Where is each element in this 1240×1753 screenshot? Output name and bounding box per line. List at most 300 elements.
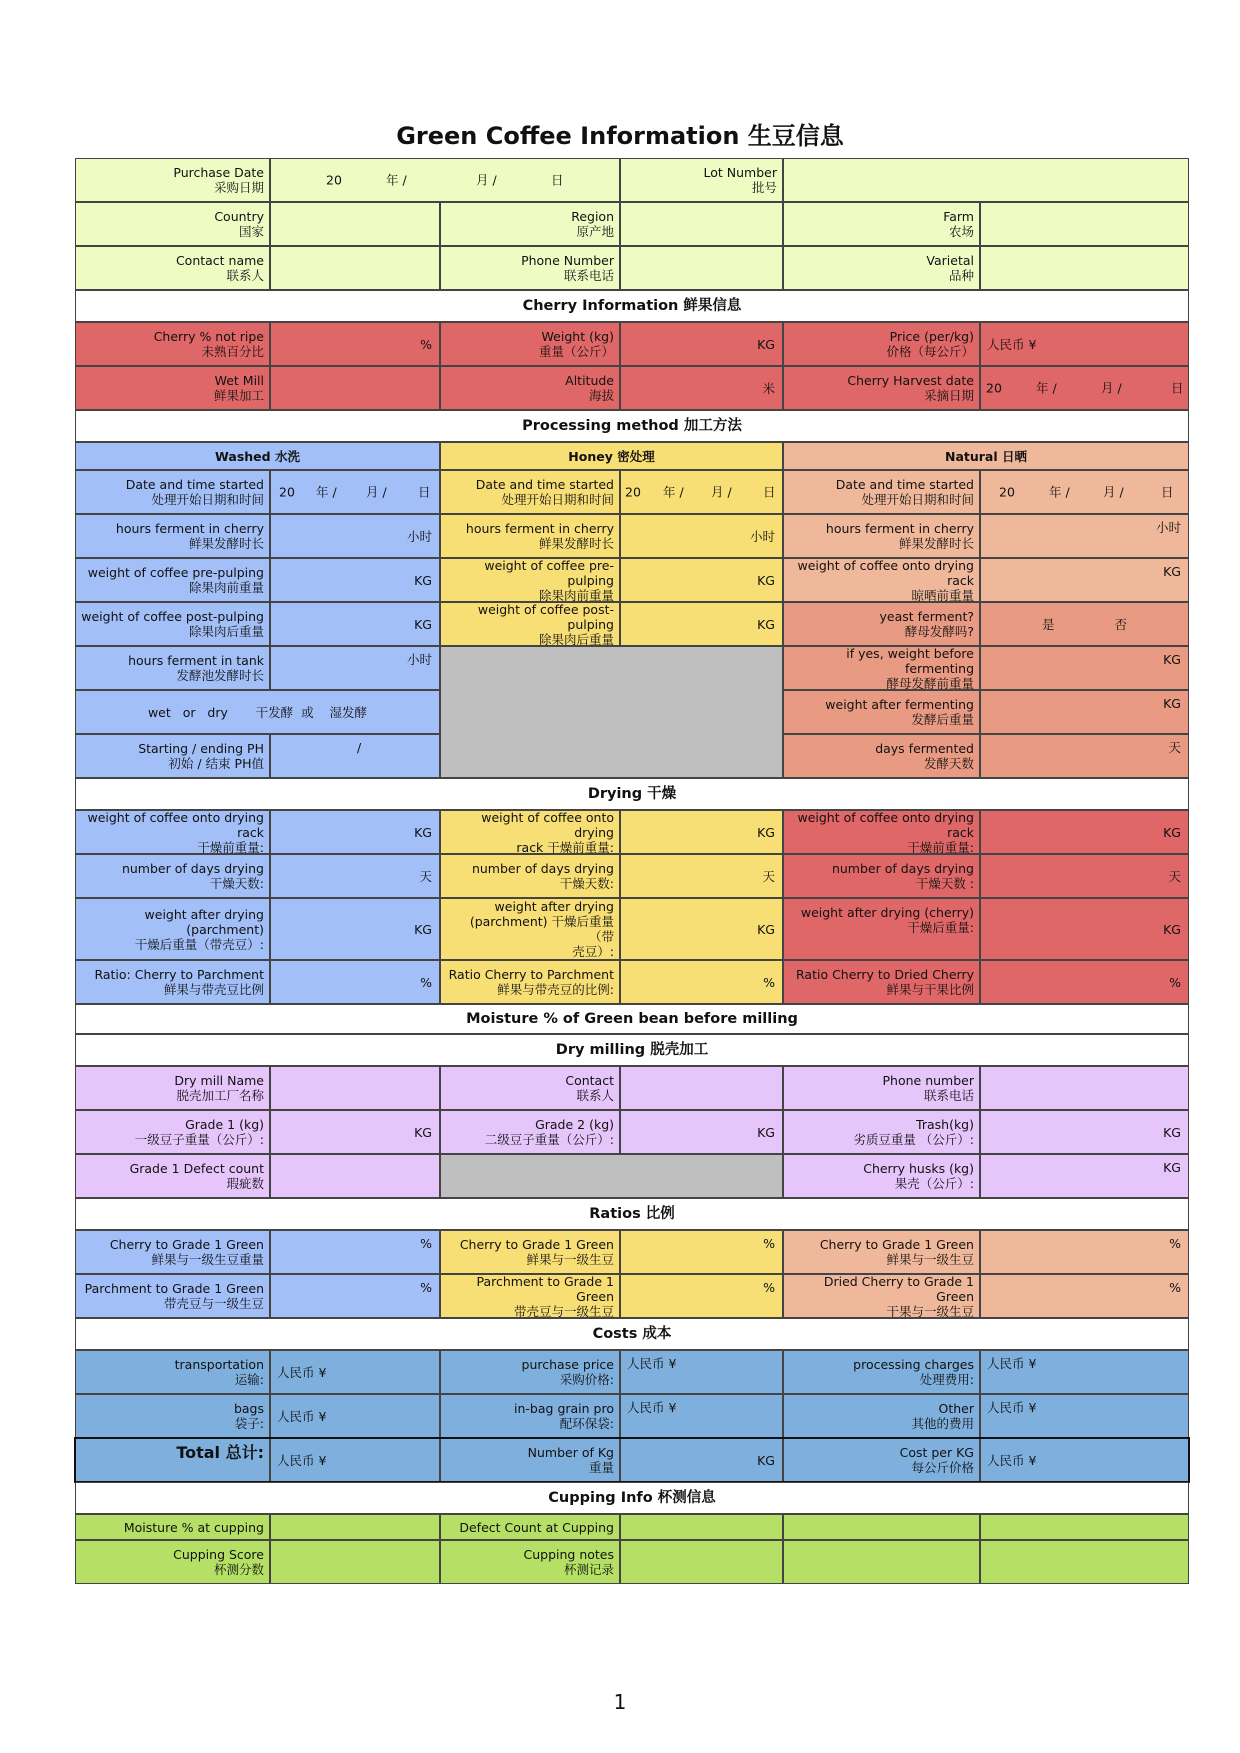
washed-prepulp-label-line-1: weight of coffee pre-pulping (87, 565, 264, 580)
country-label (75, 202, 270, 246)
dry-mill-contact-field[interactable] (620, 1066, 783, 1110)
natural-ferment-cherry-field[interactable] (980, 514, 1189, 558)
purchase-date-label (75, 158, 270, 202)
days-fermented-label-line-2: 发酵天数 (923, 756, 974, 771)
honey-postpulp-field-unit: KG (757, 616, 775, 632)
dry-milling-header (75, 1034, 1189, 1066)
washed-prepulp-label-line-2: 除果肉前重量 (188, 580, 264, 595)
trash-field[interactable] (980, 1110, 1189, 1154)
cupping-notes-field-2[interactable] (783, 1540, 980, 1584)
number-kg-label (440, 1438, 620, 1482)
honey-prepulp-label-line-2: 除果肉前重量 (538, 587, 614, 602)
honey-postpulp-field[interactable] (620, 602, 783, 646)
grain-pro-label (440, 1394, 620, 1438)
days-fermented-field[interactable] (980, 734, 1189, 778)
phone-number-field[interactable] (620, 246, 783, 290)
natural-days-drying-field[interactable] (980, 854, 1189, 898)
washed-parchment-grade1-label (75, 1274, 270, 1318)
page-number: 1 (613, 1690, 627, 1714)
grade2-field[interactable] (620, 1110, 783, 1154)
washed-tank-label-line-1: hours ferment in tank (128, 653, 264, 668)
natural-weight-after-drying-field[interactable] (980, 898, 1189, 960)
washed-tank-field-unit: 小时 (406, 652, 432, 667)
washed-days-drying-field-unit: 天 (419, 868, 432, 884)
honey-weight-after-drying-label (440, 898, 620, 960)
dry-mill-contact-label-line-2: 联系人 (576, 1088, 614, 1103)
cost-per-kg-label (783, 1438, 980, 1482)
cherry-weight-label-line-2: 重量（公斤） (538, 344, 614, 359)
weight-before-ferment-field[interactable] (980, 646, 1189, 690)
total-label (75, 1438, 270, 1482)
washed-ratio-field[interactable] (270, 960, 440, 1004)
natural-ratio-label-line-1: Ratio Cherry to Dried Cherry (796, 967, 974, 982)
yeast-yes-option: 是 (1041, 616, 1055, 632)
natural-ratio-label-line-2: 鲜果与干果比例 (886, 982, 974, 997)
country-label-line-2: 国家 (238, 224, 264, 239)
costs-header (75, 1318, 1189, 1350)
yeast-ferment-choice[interactable] (980, 602, 1189, 646)
trash-label-line-2: 劣质豆重量 （公斤）: (853, 1132, 974, 1147)
number-kg-field[interactable] (620, 1438, 783, 1482)
harvest-date-label (783, 366, 980, 410)
honey-prepulp-field[interactable] (620, 558, 783, 602)
moisture-header-text: Moisture % of Green bean before milling (466, 1010, 798, 1027)
total-field-unit: 人民币 ¥ (277, 1452, 327, 1468)
wet-mill-label-line-1: Wet Mill (214, 373, 264, 388)
honey-dry-rack-field[interactable] (620, 810, 783, 854)
washed-dry-rack-label-line-2: 干燥前重量: (197, 839, 264, 854)
phone-number-label (440, 246, 620, 290)
drying-header-text: Drying 干燥 (587, 785, 677, 802)
harvest-date-part-4: 日 (1171, 380, 1184, 396)
natural-dry-rack-field-unit: KG (1163, 824, 1181, 840)
honey-weight-after-drying-field-unit: KG (757, 921, 775, 937)
cost-per-kg-label-line-1: Cost per KG (899, 1445, 974, 1460)
purchase-date-part-2: 年 / (386, 172, 407, 188)
moisture-cupping-field[interactable] (270, 1514, 440, 1540)
bags-field[interactable] (270, 1394, 440, 1438)
washed-ratio-field-unit: % (420, 974, 432, 990)
natural-ferment-cherry-label (783, 514, 980, 558)
natural-start-field-day: 日 (1161, 484, 1174, 500)
dry-milling-header-text: Dry milling 脱壳加工 (555, 1041, 709, 1058)
defect-count-label-line-1: Grade 1 Defect count (129, 1161, 264, 1176)
honey-parchment-grade1-label (440, 1274, 620, 1318)
washed-start-field-20: 20 (279, 484, 295, 500)
washed-start-field[interactable] (270, 470, 440, 514)
trash-field-unit: KG (1163, 1124, 1181, 1140)
washed-weight-after-drying-field[interactable] (270, 898, 440, 960)
washed-days-drying-field[interactable] (270, 854, 440, 898)
natural-cherry-grade1-label-line-1: Cherry to Grade 1 Green (819, 1237, 974, 1252)
washed-postpulp-label-line-2: 除果肉后重量 (188, 624, 264, 639)
cherry-not-ripe-field[interactable] (270, 322, 440, 366)
washed-dry-rack-field[interactable] (270, 810, 440, 854)
days-fermented-label (783, 734, 980, 778)
washed-postpulp-label-line-1: weight of coffee post-pulping (81, 609, 264, 624)
number-kg-field-unit: KG (757, 1452, 775, 1468)
honey-ferment-cherry-label-line-2: 鲜果发酵时长 (538, 536, 614, 551)
total-field[interactable] (270, 1438, 440, 1482)
number-kg-label-line-2: 重量 (588, 1460, 614, 1475)
bags-label-line-1: bags (233, 1401, 264, 1416)
grain-pro-field[interactable] (620, 1394, 783, 1438)
cherry-husks-label (783, 1154, 980, 1198)
ratios-header (75, 1198, 1189, 1230)
grade1-field[interactable] (270, 1110, 440, 1154)
transportation-field-unit: 人民币 ¥ (277, 1364, 327, 1380)
cherry-weight-label-line-1: Weight (kg) (541, 329, 614, 344)
cherry-price-field-unit: 人民币 ¥ (987, 336, 1037, 352)
natural-days-drying-field-unit: 天 (1168, 868, 1181, 884)
natural-drying-rack-label-line-1: weight of coffee onto drying rack (797, 558, 974, 588)
cherry-weight-field[interactable] (620, 322, 783, 366)
cupping-header-text: Cupping Info 杯测信息 (548, 1489, 716, 1506)
cherry-price-label (783, 322, 980, 366)
washed-prepulp-field-unit: KG (414, 572, 432, 588)
grade2-label-line-2: 二级豆子重量（公斤）: (484, 1132, 614, 1147)
washed-ferment-cherry-field[interactable] (270, 514, 440, 558)
purchase-date-part-3: 月 / (476, 172, 497, 188)
cupping-notes-field[interactable] (620, 1540, 783, 1584)
cupping-score-label (75, 1540, 270, 1584)
weight-after-ferment-label (783, 690, 980, 734)
cupping-extra-field-2[interactable] (980, 1514, 1189, 1540)
lot-number-label-line-1: Lot Number (703, 165, 777, 180)
farm-field[interactable] (980, 202, 1189, 246)
natural-drying-rack-label-line-2: 晾晒前重量 (911, 587, 974, 602)
natural-ratio-field-unit: % (1169, 974, 1181, 990)
region-field[interactable] (620, 202, 783, 246)
washed-prepulp-field[interactable] (270, 558, 440, 602)
number-kg-label-line-1: Number of Kg (527, 1445, 614, 1460)
processing-method-header-text: Processing method 加工方法 (522, 417, 742, 434)
washed-start-field-day: 日 (418, 484, 431, 500)
wet-mill-label-line-2: 鲜果加工 (213, 388, 264, 403)
transportation-label (75, 1350, 270, 1394)
costs-header-text: Costs 成本 (592, 1325, 672, 1342)
washed-cherry-grade1-label (75, 1230, 270, 1274)
honey-cherry-grade1-field-unit: % (763, 1236, 775, 1251)
washed-ratio-label (75, 960, 270, 1004)
cherry-price-field[interactable] (980, 322, 1189, 366)
washed-weight-after-drying-label-line-1: weight after drying (parchment) (144, 906, 264, 937)
washed-days-drying-label-line-1: number of days drying (121, 861, 264, 876)
varietal-label (783, 246, 980, 290)
processing-method-header (75, 410, 1189, 442)
honey-parchment-grade1-label-line-1: Parchment to Grade 1 Green (476, 1274, 614, 1304)
honey-ratio-field[interactable] (620, 960, 783, 1004)
cupping-score-label-line-2: 杯测分数 (213, 1562, 264, 1577)
honey-start-field-day: 日 (763, 484, 776, 500)
other-cost-label-line-2: 其他的费用 (911, 1416, 974, 1431)
wet-mill-label (75, 366, 270, 410)
natural-days-drying-label-line-1: number of days drying (831, 861, 974, 876)
dry-mill-name-label (75, 1066, 270, 1110)
weight-after-ferment-field-unit: KG (1163, 696, 1181, 711)
cherry-husks-field-unit: KG (1163, 1160, 1181, 1175)
days-fermented-field-unit: 天 (1168, 740, 1181, 755)
natural-drying-rack-field[interactable] (980, 558, 1189, 602)
dry-mill-name-field[interactable] (270, 1066, 440, 1110)
harvest-date-part-2: 年 / (1036, 380, 1057, 396)
ph-field[interactable] (270, 734, 440, 778)
honey-prepulp-label-line-1: weight of coffee pre-pulping (484, 558, 614, 588)
dry-mill-phone-label-line-1: Phone number (882, 1073, 974, 1088)
farm-label (783, 202, 980, 246)
honey-parchment-grade1-field[interactable] (620, 1274, 783, 1318)
weight-after-ferment-label-line-1: weight after fermenting (825, 697, 974, 712)
lot-number-label-line-2: 批号 (751, 180, 777, 195)
cost-per-kg-field[interactable] (980, 1438, 1189, 1482)
other-cost-label-line-1: Other (938, 1401, 974, 1416)
weight-before-ferment-label (783, 646, 980, 690)
honey-ratio-label-line-2: 鲜果与带壳豆的比例: (497, 982, 614, 997)
cupping-notes-field-3[interactable] (980, 1540, 1189, 1584)
cherry-price-label-line-2: 价格（每公斤） (886, 344, 974, 359)
cherry-weight-field-unit: KG (757, 336, 775, 352)
cost-per-kg-label-line-2: 每公斤价格 (911, 1460, 974, 1475)
honey-weight-after-drying-field[interactable] (620, 898, 783, 960)
days-fermented-label-line-1: days fermented (875, 741, 974, 756)
dry-mill-phone-label (783, 1066, 980, 1110)
natural-ratio-field[interactable] (980, 960, 1189, 1004)
washed-start-label-line-1: Date and time started (125, 477, 264, 492)
honey-start-field-20: 20 (625, 484, 641, 500)
cupping-score-field[interactable] (270, 1540, 440, 1584)
contact-name-label-line-1: Contact name (175, 253, 264, 268)
honey-postpulp-label-line-2: 除果肉后重量 (538, 631, 614, 646)
natural-weight-after-drying-field-unit: KG (1163, 921, 1181, 937)
natural-dried-grade1-label-line-2: 干果与一级生豆 (886, 1303, 974, 1318)
cherry-not-ripe-label-line-1: Cherry % not ripe (153, 329, 264, 344)
honey-start-field[interactable] (620, 470, 783, 514)
page-title: Green Coffee Information 生豆信息 (396, 122, 844, 150)
purchase-date-field[interactable] (270, 158, 620, 202)
natural-cherry-grade1-field-unit: % (1169, 1236, 1181, 1251)
dry-mill-phone-field[interactable] (980, 1066, 1189, 1110)
natural-ferment-cherry-label-line-1: hours ferment in cherry (825, 521, 974, 536)
cupping-notes-label-line-1: Cupping notes (523, 1547, 614, 1562)
natural-start-field[interactable] (980, 470, 1189, 514)
harvest-date-part-1: 20 (986, 380, 1002, 396)
honey-weight-after-drying-label-line-2: (parchment) 干燥后重量（带 (469, 914, 614, 944)
cost-per-kg-field-unit: 人民币 ¥ (987, 1452, 1037, 1468)
varietal-field[interactable] (980, 246, 1189, 290)
washed-dry-rack-label-line-1: weight of coffee onto drying rack (87, 810, 264, 840)
honey-start-label-line-2: 处理开始日期和时间 (501, 492, 614, 507)
dry-mill-phone-label-line-2: 联系电话 (923, 1088, 974, 1103)
region-label (440, 202, 620, 246)
other-cost-field-unit: 人民币 ¥ (987, 1400, 1037, 1415)
natural-header (783, 442, 1189, 470)
yeast-ferment-label-line-2: 酵母发酵吗? (904, 624, 974, 639)
altitude-label (440, 366, 620, 410)
wet-or-dry-choice[interactable] (75, 690, 440, 734)
weight-before-ferment-label-line-1: if yes, weight before fermenting (846, 646, 974, 676)
honey-start-field-month: 月 / (711, 484, 732, 500)
honey-parchment-grade1-field-unit: % (763, 1280, 775, 1295)
lot-number-label (620, 158, 783, 202)
honey-dry-rack-field-unit: KG (757, 824, 775, 840)
processing-charges-field-unit: 人民币 ¥ (987, 1356, 1037, 1371)
weight-after-ferment-field[interactable] (980, 690, 1189, 734)
honey-dry-rack-label (440, 810, 620, 854)
washed-weight-after-drying-field-unit: KG (414, 921, 432, 937)
honey-prepulp-field-unit: KG (757, 572, 775, 588)
ph-label (75, 734, 270, 778)
dry-mill-unused-area (440, 1154, 783, 1198)
natural-days-drying-label-line-2: 干燥天数 : (915, 876, 974, 891)
defect-count-label-line-2: 瑕疵数 (226, 1176, 264, 1191)
washed-dry-rack-field-unit: KG (414, 824, 432, 840)
weight-before-ferment-field-unit: KG (1163, 652, 1181, 667)
washed-cherry-grade1-label-line-1: Cherry to Grade 1 Green (109, 1237, 264, 1252)
washed-postpulp-field[interactable] (270, 602, 440, 646)
honey-weight-after-drying-label-line-1: weight after drying (494, 899, 614, 914)
natural-start-field-month: 月 / (1103, 484, 1124, 500)
grade1-label-line-2: 一级豆子重量（公斤）: (134, 1132, 264, 1147)
wet-mill-field[interactable] (270, 366, 440, 410)
ph-label-line-2: 初始 / 结束 PH值 (168, 756, 264, 771)
defect-count-field[interactable] (270, 1154, 440, 1198)
honey-start-field-year: 年 / (663, 484, 684, 500)
washed-ferment-cherry-field-unit: 小时 (406, 528, 432, 544)
cherry-husks-label-line-2: 果壳（公斤）: (894, 1176, 974, 1191)
altitude-field-unit: 米 (762, 380, 775, 396)
washed-header-text: Washed 水洗 (215, 448, 300, 464)
moisture-header (75, 1004, 1189, 1034)
natural-cherry-grade1-field[interactable] (980, 1230, 1189, 1274)
honey-start-label (440, 470, 620, 514)
grade1-field-unit: KG (414, 1124, 432, 1140)
washed-days-drying-label (75, 854, 270, 898)
washed-parchment-grade1-field[interactable] (270, 1274, 440, 1318)
harvest-date-field[interactable] (980, 366, 1189, 410)
washed-dry-rack-label (75, 810, 270, 854)
contact-name-label-line-2: 联系人 (226, 268, 264, 283)
cupping-notes-label-line-2: 杯测记录 (563, 1562, 614, 1577)
honey-postpulp-label (440, 602, 620, 646)
altitude-label-line-1: Altitude (565, 373, 614, 388)
purchase-date-part-4: 日 (551, 172, 564, 188)
yeast-no-option: 否 (1114, 616, 1128, 632)
processing-charges-field[interactable] (980, 1350, 1189, 1394)
purchase-date-part-1: 20 (326, 172, 342, 188)
natural-weight-after-drying-label-line-2: 干燥后重量: (907, 920, 974, 935)
honey-cherry-grade1-label (440, 1230, 620, 1274)
ph-label-line-1: Starting / ending PH (138, 741, 264, 756)
natural-start-label-line-2: 处理开始日期和时间 (861, 492, 974, 507)
purchase-price-label (440, 1350, 620, 1394)
natural-start-field-year: 年 / (1049, 484, 1070, 500)
honey-days-drying-label (440, 854, 620, 898)
washed-parchment-grade1-label-line-1: Parchment to Grade 1 Green (84, 1281, 264, 1296)
cherry-not-ripe-label (75, 322, 270, 366)
honey-cherry-grade1-label-line-2: 鲜果与一级生豆 (526, 1252, 614, 1267)
defect-count-label (75, 1154, 270, 1198)
natural-ratio-label (783, 960, 980, 1004)
washed-cherry-grade1-field[interactable] (270, 1230, 440, 1274)
transportation-label-line-1: transportation (174, 1357, 264, 1372)
natural-dried-grade1-field[interactable] (980, 1274, 1189, 1318)
washed-start-field-year: 年 / (316, 484, 337, 500)
honey-unused-area (440, 646, 783, 778)
cherry-price-label-line-1: Price (per/kg) (889, 329, 974, 344)
cherry-information-header (75, 290, 1189, 322)
cherry-husks-field[interactable] (980, 1154, 1189, 1198)
contact-name-field[interactable] (270, 246, 440, 290)
total-label-text: Total 总计: (176, 1443, 264, 1462)
cupping-notes-label (440, 1540, 620, 1584)
honey-ferment-cherry-field[interactable] (620, 514, 783, 558)
contact-name-label (75, 246, 270, 290)
weight-after-ferment-label-line-2: 发酵后重量 (911, 712, 974, 727)
natural-days-drying-label (783, 854, 980, 898)
washed-postpulp-label (75, 602, 270, 646)
washed-start-label (75, 470, 270, 514)
defect-cupping-field[interactable] (620, 1514, 783, 1540)
natural-ferment-cherry-field-unit: 小时 (1155, 520, 1181, 535)
other-cost-field[interactable] (980, 1394, 1189, 1438)
transportation-field[interactable] (270, 1350, 440, 1394)
natural-dried-grade1-label (783, 1274, 980, 1318)
honey-days-drying-field[interactable] (620, 854, 783, 898)
bags-label-line-2: 袋子: (234, 1416, 264, 1431)
cupping-score-label-line-1: Cupping Score (173, 1547, 264, 1562)
honey-cherry-grade1-label-line-1: Cherry to Grade 1 Green (459, 1237, 614, 1252)
honey-cherry-grade1-field[interactable] (620, 1230, 783, 1274)
washed-parchment-grade1-label-line-2: 带壳豆与一级生豆 (163, 1296, 264, 1311)
washed-ratio-label-line-2: 鲜果与带壳豆比例 (163, 982, 264, 997)
purchase-price-field[interactable] (620, 1350, 783, 1394)
natural-dry-rack-field[interactable] (980, 810, 1189, 854)
washed-cherry-grade1-label-line-2: 鲜果与一级生豆重量 (151, 1252, 264, 1267)
washed-parchment-grade1-field-unit: % (420, 1280, 432, 1295)
cherry-weight-label (440, 322, 620, 366)
honey-days-drying-field-unit: 天 (762, 868, 775, 884)
washed-tank-label (75, 646, 270, 690)
grade2-label (440, 1110, 620, 1154)
weight-before-ferment-label-line-2: 酵母发酵前重量 (886, 675, 974, 690)
moisture-cupping-text: Moisture % at cupping (123, 1519, 264, 1535)
natural-drying-rack-label (783, 558, 980, 602)
wet-or-dry-text: wet or dry 干发酵 或 湿发酵 (147, 704, 368, 720)
honey-parchment-grade1-label-line-2: 带壳豆与一级生豆 (513, 1303, 614, 1318)
honey-weight-after-drying-label-line-3: 壳豆）: (572, 944, 614, 959)
bags-label (75, 1394, 270, 1438)
purchase-price-label-line-1: purchase price (521, 1357, 614, 1372)
washed-tank-field[interactable] (270, 646, 440, 690)
dry-mill-name-label-line-2: 脱壳加工厂名称 (176, 1088, 264, 1103)
natural-header-text: Natural 日晒 (944, 448, 1027, 464)
natural-drying-rack-field-unit: KG (1163, 564, 1181, 579)
grade1-label (75, 1110, 270, 1154)
honey-ratio-field-unit: % (763, 974, 775, 990)
cherry-husks-label-line-1: Cherry husks (kg) (863, 1161, 974, 1176)
phone-number-label-line-2: 联系电话 (563, 268, 614, 283)
lot-number-field[interactable] (783, 158, 1189, 202)
yeast-ferment-label (783, 602, 980, 646)
honey-ferment-cherry-field-unit: 小时 (749, 528, 775, 544)
natural-cherry-grade1-label-line-2: 鲜果与一级生豆 (886, 1252, 974, 1267)
natural-dry-rack-label-line-1: weight of coffee onto drying rack (797, 810, 974, 840)
trash-label-line-1: Trash(kg) (916, 1117, 974, 1132)
cupping-extra-field-1[interactable] (783, 1514, 980, 1540)
cherry-not-ripe-label-line-2: 未熟百分比 (201, 344, 264, 359)
altitude-field[interactable] (620, 366, 783, 410)
country-field[interactable] (270, 202, 440, 246)
